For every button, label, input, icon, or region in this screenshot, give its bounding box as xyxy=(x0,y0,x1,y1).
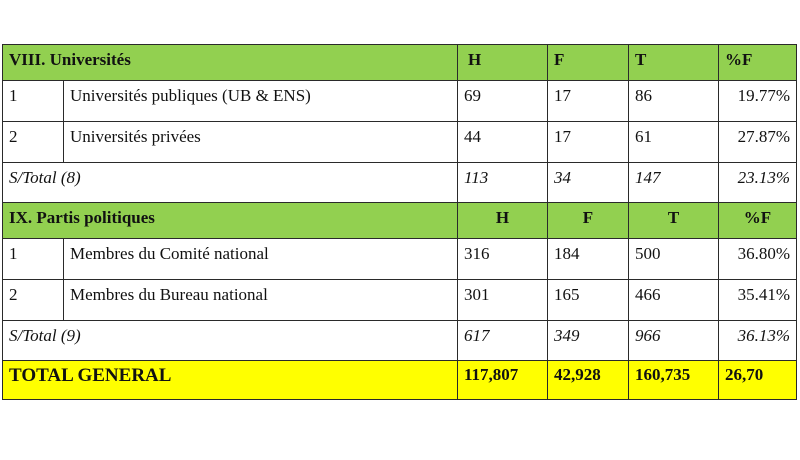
subtotal-row xyxy=(3,321,797,361)
value-pf: 36.80% xyxy=(719,239,797,280)
value-f: 17 xyxy=(548,81,629,122)
table-row xyxy=(3,280,797,321)
value-f: 184 xyxy=(548,239,629,280)
section-title: IX. Partis politiques xyxy=(3,203,458,239)
value-f: 17 xyxy=(548,122,629,163)
subtotal-f: 349 xyxy=(548,321,629,361)
subtotal-label: S/Total (9) xyxy=(3,321,458,361)
subtotal-pf: 36.13% xyxy=(719,321,797,361)
row-label: Membres du Comité national xyxy=(64,239,458,280)
column-header-f: F xyxy=(548,203,629,239)
table-row xyxy=(3,81,797,122)
column-header-f: F xyxy=(548,45,629,81)
value-t: 61 xyxy=(629,122,719,163)
row-number: 1 xyxy=(3,239,64,280)
subtotal-pf: 23.13% xyxy=(719,163,797,203)
column-header-t: T xyxy=(629,203,719,239)
column-header-h: H xyxy=(458,203,548,239)
row-number: 2 xyxy=(3,280,64,321)
column-header-h: H xyxy=(458,45,548,81)
subtotal-f: 34 xyxy=(548,163,629,203)
subtotal-h: 617 xyxy=(458,321,548,361)
row-label: Universités publiques (UB & ENS) xyxy=(64,81,458,122)
row-label: Universités privées xyxy=(64,122,458,163)
value-h: 301 xyxy=(458,280,548,321)
column-header-pf: %F xyxy=(719,45,797,81)
value-pf: 27.87% xyxy=(719,122,797,163)
total-f: 42,928 xyxy=(548,361,629,400)
value-f: 165 xyxy=(548,280,629,321)
row-number: 1 xyxy=(3,81,64,122)
total-h: 117,807 xyxy=(458,361,548,400)
section-header-partis xyxy=(3,203,797,239)
value-pf: 35.41% xyxy=(719,280,797,321)
table-row xyxy=(3,239,797,280)
total-label: TOTAL GENERAL xyxy=(3,361,458,400)
section-title: VIII. Universités xyxy=(3,45,458,81)
value-t: 466 xyxy=(629,280,719,321)
value-t: 500 xyxy=(629,239,719,280)
total-row xyxy=(3,361,797,400)
total-pf: 26,70 xyxy=(719,361,797,400)
value-h: 44 xyxy=(458,122,548,163)
column-header-pf: %F xyxy=(719,203,797,239)
statistics-table xyxy=(2,44,797,400)
row-number: 2 xyxy=(3,122,64,163)
subtotal-row xyxy=(3,163,797,203)
value-h: 316 xyxy=(458,239,548,280)
section-header-universites xyxy=(3,45,797,81)
row-label: Membres du Bureau national xyxy=(64,280,458,321)
subtotal-t: 147 xyxy=(629,163,719,203)
column-header-t: T xyxy=(629,45,719,81)
subtotal-label: S/Total (8) xyxy=(3,163,458,203)
total-t: 160,735 xyxy=(629,361,719,400)
subtotal-t: 966 xyxy=(629,321,719,361)
value-h: 69 xyxy=(458,81,548,122)
value-pf: 19.77% xyxy=(719,81,797,122)
subtotal-h: 113 xyxy=(458,163,548,203)
table-row xyxy=(3,122,797,163)
value-t: 86 xyxy=(629,81,719,122)
